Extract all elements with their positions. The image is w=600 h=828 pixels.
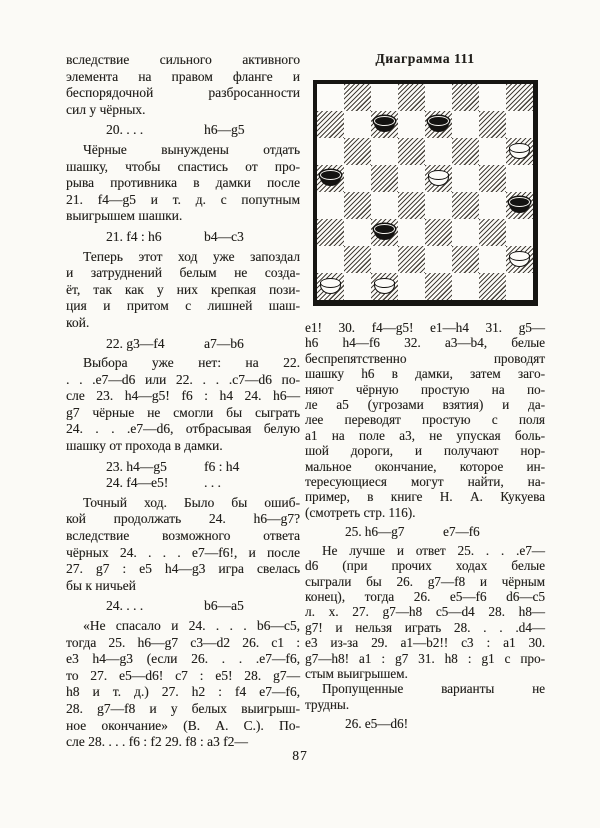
square-h2	[506, 246, 533, 273]
square-d5	[398, 165, 425, 192]
black-move: e7—f6	[443, 524, 480, 540]
square-b8	[344, 84, 371, 111]
text-line: e3 из-за 29. a1—b2!! c3 : a1 30.	[305, 635, 545, 651]
right-text-column	[305, 320, 545, 732]
square-h6	[506, 138, 533, 165]
text-line: Теперь этот ход уже запоздал	[83, 248, 300, 264]
move-notation-block	[66, 229, 300, 246]
text-line: трудны.	[305, 696, 350, 712]
square-h7	[506, 111, 533, 138]
square-g7	[479, 111, 506, 138]
white-man-h6	[509, 143, 530, 160]
diagram-caption: Диаграмма 111	[375, 51, 475, 66]
text-line: e1! 30. f4—g5! e1—h4 31. g5—	[305, 320, 545, 335]
left-text-column	[66, 52, 300, 751]
text-line: то 27. e5—d6! c7 : e5! 28. g7—	[66, 667, 300, 683]
black-man-h4	[509, 197, 530, 214]
black-move: b4—c3	[204, 228, 244, 244]
text-line: 27. g7 : e5 h4—g3 игра свелась	[66, 561, 300, 577]
square-g8	[479, 84, 506, 111]
square-a4	[317, 192, 344, 219]
text-line: a1 на поле a3, не упуская боль-	[305, 427, 545, 443]
text-line: шашку h6 в дамки, затем заго-	[305, 366, 545, 382]
square-d1	[398, 273, 425, 300]
square-e3	[425, 219, 452, 246]
text-line: и затруднений белым не созда-	[66, 265, 300, 281]
text-line: . . .e7—d6 или 22. . . .c7—d6 по-	[66, 371, 300, 387]
square-d4	[398, 192, 425, 219]
text-line: л. х. 27. g7—h8 c5—d4 28. h8—	[305, 604, 545, 620]
page-number: 87	[292, 748, 308, 763]
square-e5	[425, 165, 452, 192]
black-move: a7—b6	[204, 335, 244, 351]
paragraph	[66, 495, 300, 595]
text-line: 24. . . .e7—d6, отбрасывая белую	[66, 421, 300, 437]
text-line: e3 h4—g3 (если 26. . . .e7—f6,	[66, 651, 300, 667]
move-notation-block	[66, 459, 300, 492]
square-b4	[344, 192, 371, 219]
move-notation-block	[66, 336, 300, 353]
square-g6	[479, 138, 506, 165]
text-line: стым выигрышем.	[305, 665, 408, 681]
text-line: лее переводят простую с поля	[305, 412, 545, 428]
text-line: ция и притом с лишней шаш-	[66, 298, 300, 314]
square-b1	[344, 273, 371, 300]
paragraph	[66, 618, 300, 751]
square-c1	[371, 273, 398, 300]
square-g1	[479, 273, 506, 300]
text-line: бы к ничьей	[66, 577, 136, 593]
square-e7	[425, 111, 452, 138]
move-notation-block	[305, 524, 545, 539]
black-move: . . .	[204, 475, 221, 491]
black-man-e7	[428, 116, 449, 133]
square-a3	[317, 219, 344, 246]
text-line: шой дороги, и получают нор-	[305, 443, 545, 459]
paragraph	[305, 543, 545, 682]
text-line: вследствие возможного ответа	[66, 528, 300, 544]
square-g5	[479, 165, 506, 192]
square-a1	[317, 273, 344, 300]
square-b5	[344, 165, 371, 192]
move-row	[66, 598, 300, 615]
text-line: тогда 25. h6—g7 c3—d2 26. c1 :	[66, 634, 300, 650]
white-move: 26. e5—d6!	[345, 716, 408, 732]
text-line: шашку, чтобы спастись от про-	[66, 158, 300, 174]
white-man-h2	[509, 251, 530, 268]
text-line: «Не спасало и 24. . . . b6—c5,	[83, 618, 300, 633]
text-line: кой продолжать 24. h6—g7?	[66, 511, 300, 527]
text-line: чёрных 24. . . . e7—f6!, и после	[66, 544, 300, 560]
square-h3	[506, 219, 533, 246]
text-line: сле 23. h4—g5! f6 : h4 24. h6—	[66, 388, 300, 404]
black-move: f6 : h4	[204, 458, 240, 474]
square-e2	[425, 246, 452, 273]
text-line: шашку от прохода в дамки.	[66, 438, 223, 454]
text-line: Точный ход. Было бы ошиб-	[83, 494, 300, 510]
text-line: g7! и нельзя играть 28. . . .d4—	[305, 619, 545, 635]
square-d6	[398, 138, 425, 165]
square-f1	[452, 273, 479, 300]
square-f6	[452, 138, 479, 165]
square-b3	[344, 219, 371, 246]
text-line: няют чёрную простую на по-	[305, 381, 545, 397]
square-f7	[452, 111, 479, 138]
square-e6	[425, 138, 452, 165]
paragraph	[66, 249, 300, 332]
white-move: 20. . . .	[106, 122, 144, 138]
white-move: 24. . . .	[106, 598, 144, 614]
white-move: 24. f4—e5!	[106, 475, 169, 491]
square-e8	[425, 84, 452, 111]
black-man-a5	[320, 170, 341, 187]
square-a2	[317, 246, 344, 273]
square-c5	[371, 165, 398, 192]
text-line: Пропущенные варианты не	[322, 681, 545, 697]
square-b2	[344, 246, 371, 273]
square-c4	[371, 192, 398, 219]
text-line: кой.	[66, 314, 90, 330]
text-line: g7 чёрные не смогли бы сыграть	[66, 404, 300, 420]
move-notation-block	[66, 122, 300, 139]
move-notation-block	[66, 598, 300, 615]
text-line: ное окончание» (В. А. С.). По-	[66, 717, 300, 733]
text-line: беспрепятственно проводят	[305, 350, 545, 366]
square-c2	[371, 246, 398, 273]
text-line: сил у чёрных.	[66, 101, 146, 117]
move-row	[66, 229, 300, 246]
move-row	[305, 524, 545, 539]
text-line: h8 и т. д.) 27. h2 : f4 e7—f6,	[66, 684, 300, 700]
square-a5	[317, 165, 344, 192]
square-d7	[398, 111, 425, 138]
paragraph	[305, 320, 545, 520]
white-man-e5	[428, 170, 449, 187]
white-man-c1	[374, 278, 395, 295]
text-line: Чёрные вынуждены отдать	[83, 141, 300, 157]
square-d2	[398, 246, 425, 273]
square-f3	[452, 219, 479, 246]
text-line: (смотреть стр. 116).	[305, 504, 416, 520]
text-line: сле 28. . . . f6 : f2 29. f8 : a3 f2—	[66, 734, 248, 750]
square-c6	[371, 138, 398, 165]
move-row	[66, 459, 300, 476]
text-line: 28. g7—f8 и у белых выигрыш-	[66, 700, 300, 716]
paragraph	[305, 681, 545, 712]
square-h1	[506, 273, 533, 300]
text-line: Выбора уже нет: на 22.	[83, 355, 300, 371]
square-b7	[344, 111, 371, 138]
black-man-c3	[374, 224, 395, 241]
square-e1	[425, 273, 452, 300]
move-row	[66, 122, 300, 139]
checkers-board	[313, 80, 538, 306]
square-e4	[425, 192, 452, 219]
text-line: тересующиеся могут найти, на-	[305, 474, 545, 490]
text-line: выигрышем шашки.	[66, 208, 183, 224]
square-a6	[317, 138, 344, 165]
move-row	[66, 336, 300, 353]
paragraph	[66, 52, 300, 118]
black-move: b6—a5	[204, 598, 244, 614]
move-row	[305, 716, 545, 731]
text-line: конец), тогда 26. e5—f6 d6—c5	[305, 588, 545, 604]
black-man-c7	[374, 116, 395, 133]
text-line: h6 h4—f6 32. a3—b4, белые	[305, 335, 545, 351]
paragraph	[66, 142, 300, 225]
text-line: ле a5 (угрозами взятия) и да-	[305, 397, 545, 413]
square-h4	[506, 192, 533, 219]
square-c7	[371, 111, 398, 138]
square-f2	[452, 246, 479, 273]
square-b6	[344, 138, 371, 165]
text-line: Не лучше и ответ 25. . . .e7—	[322, 542, 545, 558]
square-h8	[506, 84, 533, 111]
white-man-a1	[320, 278, 341, 295]
white-move: 22. g3—f4	[106, 335, 165, 351]
text-line: ёт, так как у них крепкая пози-	[66, 281, 300, 297]
square-a7	[317, 111, 344, 138]
square-c8	[371, 84, 398, 111]
square-g2	[479, 246, 506, 273]
square-g3	[479, 219, 506, 246]
text-line: вследствие сильного активного	[66, 52, 300, 67]
square-c3	[371, 219, 398, 246]
text-line: сыграли бы 26. g7—f8 и чёрным	[305, 573, 545, 589]
square-h5	[506, 165, 533, 192]
move-row	[66, 475, 300, 492]
square-f4	[452, 192, 479, 219]
move-notation-block	[305, 716, 545, 731]
text-line: элемента на правом фланге и	[66, 68, 300, 84]
text-line: d6 (при прочих ходах белые	[305, 558, 545, 574]
text-line: пример, в книге Н. А. Кукуева	[305, 489, 545, 505]
white-move: 23. h4—g5	[106, 458, 167, 474]
square-g4	[479, 192, 506, 219]
square-d8	[398, 84, 425, 111]
right-column	[305, 50, 545, 735]
text-line: g7—h8! a1 : g7 31. h8 : g1 с про-	[305, 650, 545, 666]
square-d3	[398, 219, 425, 246]
black-move: h6—g5	[204, 122, 245, 138]
text-line: рыва противника в дамки после	[66, 175, 300, 191]
white-move: 21. f4 : h6	[106, 228, 162, 244]
text-line: мальное окончание, которое ин-	[305, 458, 545, 474]
square-a8	[317, 84, 344, 111]
text-line: беспорядочной разбросанности	[66, 85, 300, 101]
text-line: 21. f4—g5 и т. д. с попутным	[66, 191, 300, 207]
square-f8	[452, 84, 479, 111]
square-f5	[452, 165, 479, 192]
white-move: 25. h6—g7	[345, 524, 405, 540]
paragraph	[66, 355, 300, 455]
